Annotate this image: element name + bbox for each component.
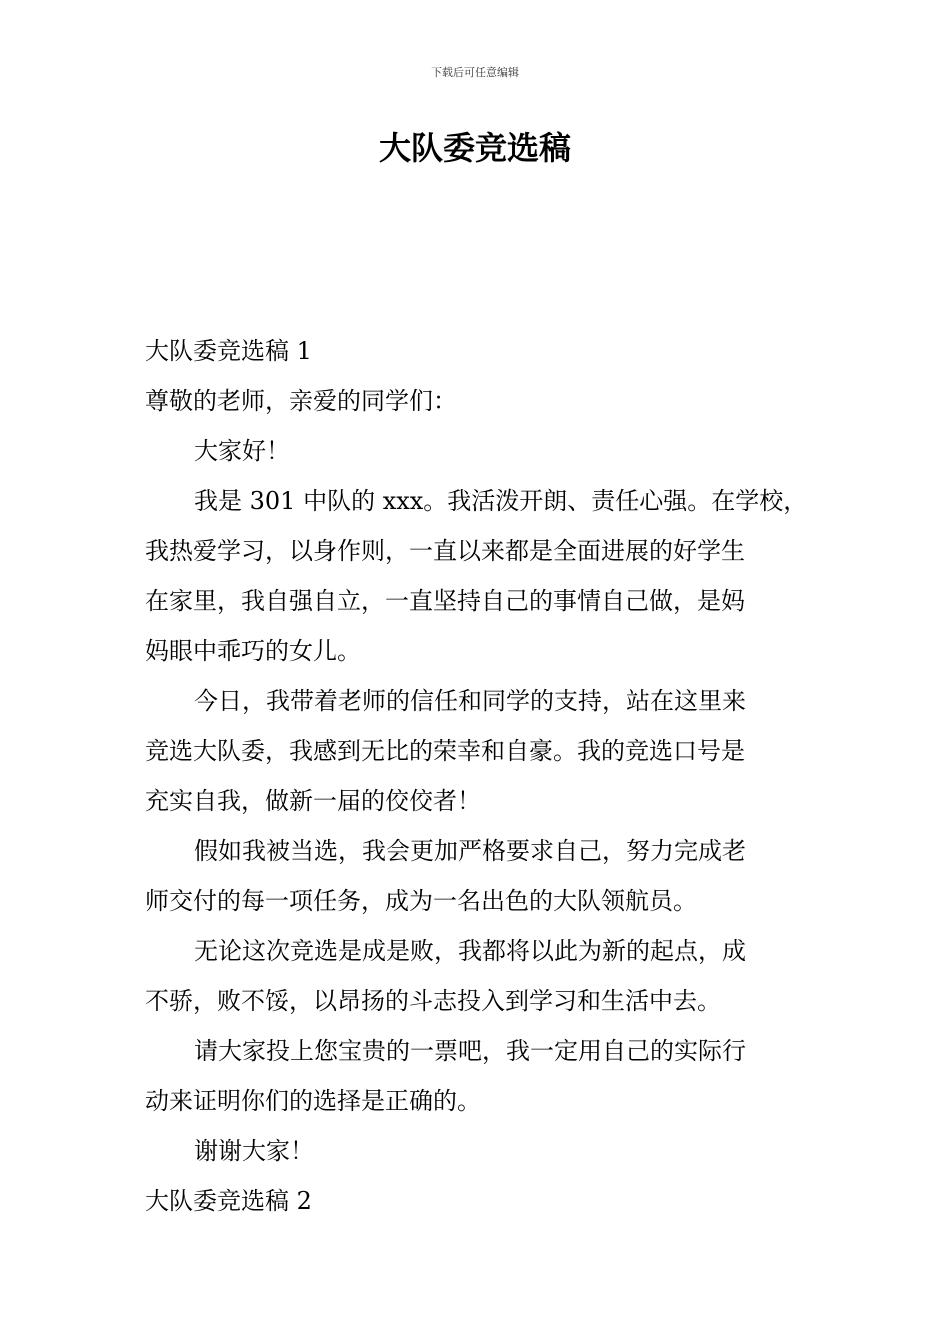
paragraph-line: 假如我被当选，我会更加严格要求自己，努力完成老 xyxy=(194,837,746,865)
paragraph-line: 今日，我带着老师的信任和同学的支持，站在这里来 xyxy=(194,687,746,715)
header-note: 下载后可任意编辑 xyxy=(431,66,519,79)
paragraph-line: 动来证明你们的选择是正确的。 xyxy=(145,1087,481,1115)
paragraph-line: 不骄，败不馁，以昂扬的斗志投入到学习和生活中去。 xyxy=(145,987,721,1015)
paragraph-line: 充实自我，做新一届的佼佼者！ xyxy=(145,787,481,815)
paragraph-line: 请大家投上您宝贵的一票吧，我一定用自己的实际行 xyxy=(194,1037,746,1065)
greeting: 大家好！ xyxy=(194,437,290,465)
paragraph-line: 在家里，我自强自立，一直坚持自己的事情自己做，是妈 xyxy=(145,587,745,615)
paragraph-line: 我是 301 中队的 xxx。我活泼开朗、责任心强。在学校， xyxy=(194,487,808,515)
paragraph-line: 无论这次竞选是成是败，我都将以此为新的起点，成 xyxy=(194,937,746,965)
section-heading: 大队委竞选稿 2 xyxy=(145,1187,312,1215)
document-body xyxy=(145,326,815,1226)
closing: 谢谢大家！ xyxy=(194,1137,314,1165)
salutation: 尊敬的老师，亲爱的同学们： xyxy=(145,387,457,415)
paragraph-line: 我热爱学习，以身作则，一直以来都是全面进展的好学生 xyxy=(145,537,745,565)
paragraph-line: 妈眼中乖巧的女儿。 xyxy=(145,637,361,665)
section-heading: 大队委竞选稿 1 xyxy=(145,337,312,365)
document-title: 大队委竞选稿 xyxy=(378,129,571,167)
paragraph-line: 竞选大队委，我感到无比的荣幸和自豪。我的竞选口号是 xyxy=(145,737,745,765)
paragraph-line: 师交付的每一项任务，成为一名出色的大队领航员。 xyxy=(145,887,697,915)
